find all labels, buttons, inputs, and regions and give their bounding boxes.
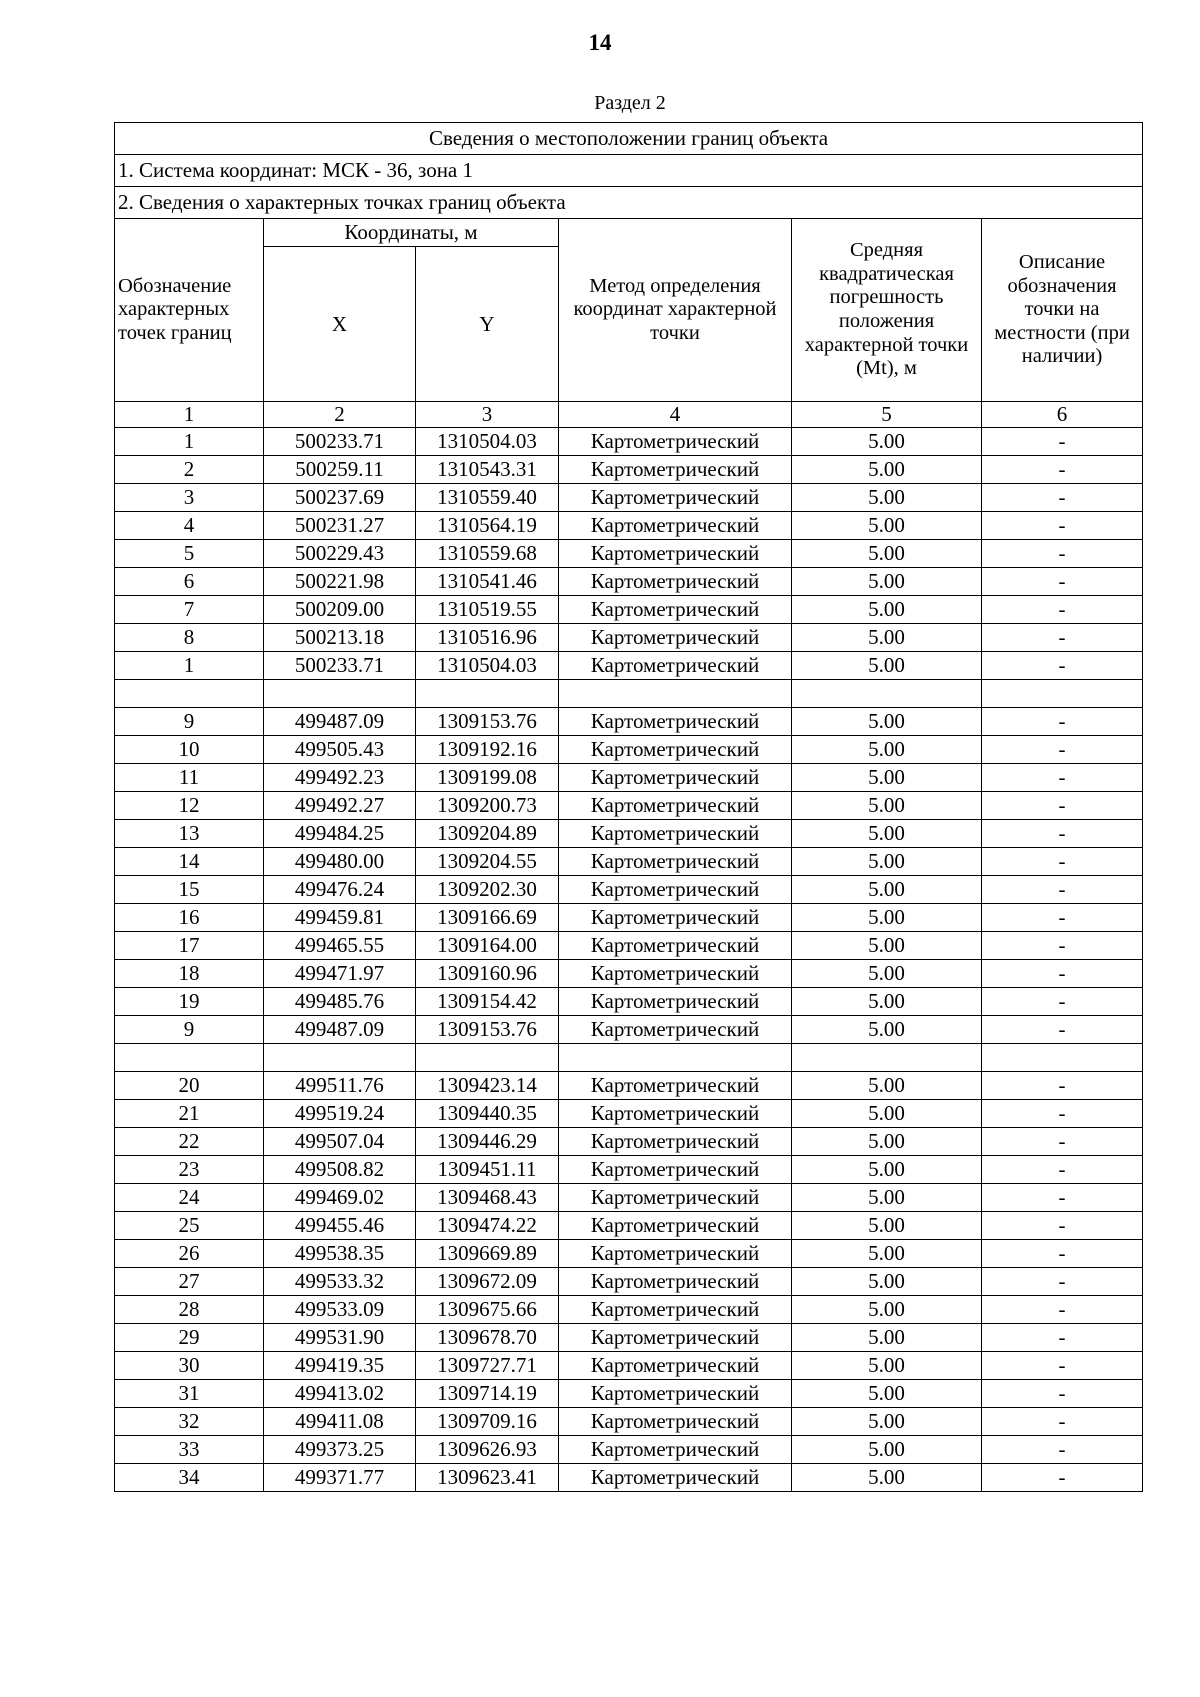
cell-description: - (982, 1212, 1143, 1240)
table-row (115, 596, 1143, 624)
cell-y: 1309154.42 (416, 988, 559, 1016)
boundary-points-table (114, 122, 1143, 1492)
cell-x: 499459.81 (264, 904, 416, 932)
table-row (115, 764, 1143, 792)
table-row (115, 736, 1143, 764)
cell-description: - (982, 1268, 1143, 1296)
cell-description: - (982, 848, 1143, 876)
cell-point: 1 (115, 652, 264, 680)
cell-y: 1310519.55 (416, 596, 559, 624)
cell-point: 9 (115, 708, 264, 736)
cell-description: - (982, 512, 1143, 540)
cell-y: 1310516.96 (416, 624, 559, 652)
cell-mt: 5.00 (792, 988, 982, 1016)
cell-y: 1309623.41 (416, 1464, 559, 1492)
cell-mt: 5.00 (792, 736, 982, 764)
cell-mt: 5.00 (792, 540, 982, 568)
table-row (115, 988, 1143, 1016)
header-y: Y (416, 247, 559, 402)
cell-method: Картометрический (559, 1436, 792, 1464)
cell-mt: 5.00 (792, 764, 982, 792)
cell-mt: 5.00 (792, 1324, 982, 1352)
empty-cell (982, 1044, 1143, 1072)
cell-method: Картометрический (559, 1296, 792, 1324)
cell-mt: 5.00 (792, 596, 982, 624)
table-row (115, 1352, 1143, 1380)
empty-cell (115, 680, 264, 708)
cell-point: 29 (115, 1324, 264, 1352)
cell-description: - (982, 988, 1143, 1016)
cell-x: 499492.27 (264, 792, 416, 820)
cell-point: 33 (115, 1436, 264, 1464)
cell-y: 1309440.35 (416, 1100, 559, 1128)
cell-point: 15 (115, 876, 264, 904)
cell-y: 1309672.09 (416, 1268, 559, 1296)
cell-y: 1309153.76 (416, 1016, 559, 1044)
cell-x: 499533.09 (264, 1296, 416, 1324)
table-row (115, 624, 1143, 652)
cell-description: - (982, 1184, 1143, 1212)
empty-cell (792, 680, 982, 708)
cell-x: 499455.46 (264, 1212, 416, 1240)
cell-y: 1309678.70 (416, 1324, 559, 1352)
cell-mt: 5.00 (792, 428, 982, 456)
cell-y: 1310564.19 (416, 512, 559, 540)
cell-method: Картометрический (559, 736, 792, 764)
coordinate-system: 1. Система координат: МСК - 36, зона 1 (115, 155, 1143, 187)
cell-method: Картометрический (559, 1380, 792, 1408)
table-row (115, 792, 1143, 820)
cell-mt: 5.00 (792, 624, 982, 652)
cell-point: 22 (115, 1128, 264, 1156)
cell-y: 1309204.55 (416, 848, 559, 876)
cell-x: 499373.25 (264, 1436, 416, 1464)
cell-point: 2 (115, 456, 264, 484)
cell-method: Картометрический (559, 876, 792, 904)
page-number: 14 (588, 30, 612, 55)
cell-point: 11 (115, 764, 264, 792)
cell-mt: 5.00 (792, 484, 982, 512)
group-separator-row (115, 680, 1143, 708)
cell-x: 499484.25 (264, 820, 416, 848)
cell-y: 1309675.66 (416, 1296, 559, 1324)
cell-method: Картометрический (559, 764, 792, 792)
cell-method: Картометрический (559, 820, 792, 848)
cell-description: - (982, 1296, 1143, 1324)
cell-method: Картометрический (559, 904, 792, 932)
cell-mt: 5.00 (792, 512, 982, 540)
table-row (115, 1436, 1143, 1464)
cell-point: 5 (115, 540, 264, 568)
cell-description: - (982, 1128, 1143, 1156)
cell-x: 499505.43 (264, 736, 416, 764)
cell-y: 1309160.96 (416, 960, 559, 988)
cell-point: 13 (115, 820, 264, 848)
cell-mt: 5.00 (792, 1072, 982, 1100)
table-row (115, 876, 1143, 904)
cell-method: Картометрический (559, 1184, 792, 1212)
cell-x: 499476.24 (264, 876, 416, 904)
cell-x: 500209.00 (264, 596, 416, 624)
empty-cell (264, 1044, 416, 1072)
cell-mt: 5.00 (792, 1184, 982, 1212)
cell-y: 1310504.03 (416, 652, 559, 680)
cell-method: Картометрический (559, 624, 792, 652)
table-row (115, 1072, 1143, 1100)
table-row (115, 1184, 1143, 1212)
cell-mt: 5.00 (792, 820, 982, 848)
cell-method: Картометрический (559, 596, 792, 624)
cell-y: 1309474.22 (416, 1212, 559, 1240)
cell-method: Картометрический (559, 1268, 792, 1296)
cell-mt: 5.00 (792, 1436, 982, 1464)
cell-x: 499411.08 (264, 1408, 416, 1436)
cell-y: 1309200.73 (416, 792, 559, 820)
cell-point: 14 (115, 848, 264, 876)
cell-point: 12 (115, 792, 264, 820)
cell-method: Картометрический (559, 792, 792, 820)
cell-x: 499485.76 (264, 988, 416, 1016)
cell-mt: 5.00 (792, 1268, 982, 1296)
cell-method: Картометрический (559, 428, 792, 456)
cell-method: Картометрический (559, 484, 792, 512)
cell-y: 1309192.16 (416, 736, 559, 764)
cell-description: - (982, 624, 1143, 652)
cell-description: - (982, 1436, 1143, 1464)
table-row (115, 1128, 1143, 1156)
cell-x: 499469.02 (264, 1184, 416, 1212)
cell-x: 500221.98 (264, 568, 416, 596)
cell-point: 16 (115, 904, 264, 932)
cell-x: 499508.82 (264, 1156, 416, 1184)
cell-method: Картометрический (559, 932, 792, 960)
cell-point: 6 (115, 568, 264, 596)
cell-x: 500237.69 (264, 484, 416, 512)
cell-x: 499371.77 (264, 1464, 416, 1492)
cell-method: Картометрический (559, 1128, 792, 1156)
cell-method: Картометрический (559, 1156, 792, 1184)
cell-method: Картометрический (559, 1324, 792, 1352)
cell-x: 499492.23 (264, 764, 416, 792)
cell-description: - (982, 764, 1143, 792)
cell-x: 499511.76 (264, 1072, 416, 1100)
cell-method: Картометрический (559, 960, 792, 988)
cell-x: 499531.90 (264, 1324, 416, 1352)
cell-description: - (982, 596, 1143, 624)
group-separator-row (115, 1044, 1143, 1072)
table-row (115, 820, 1143, 848)
cell-y: 1309423.14 (416, 1072, 559, 1100)
cell-description: - (982, 932, 1143, 960)
cell-method: Картометрический (559, 652, 792, 680)
cell-description: - (982, 1156, 1143, 1184)
cell-x: 499419.35 (264, 1352, 416, 1380)
table-row (115, 568, 1143, 596)
cell-mt: 5.00 (792, 1100, 982, 1128)
cell-description: - (982, 736, 1143, 764)
column-number: 6 (982, 402, 1143, 428)
cell-y: 1309153.76 (416, 708, 559, 736)
empty-cell (559, 680, 792, 708)
cell-point: 19 (115, 988, 264, 1016)
table-row (115, 1408, 1143, 1436)
cell-description: - (982, 708, 1143, 736)
cell-description: - (982, 792, 1143, 820)
cell-method: Картометрический (559, 456, 792, 484)
empty-cell (264, 680, 416, 708)
cell-method: Картометрический (559, 1240, 792, 1268)
cell-point: 18 (115, 960, 264, 988)
cell-mt: 5.00 (792, 652, 982, 680)
header-description: Описание обозначения точки на местности (при наличии) (982, 219, 1143, 402)
cell-mt: 5.00 (792, 1464, 982, 1492)
cell-description: - (982, 1408, 1143, 1436)
cell-method: Картометрический (559, 512, 792, 540)
cell-point: 27 (115, 1268, 264, 1296)
cell-description: - (982, 456, 1143, 484)
cell-mt: 5.00 (792, 904, 982, 932)
empty-cell (416, 680, 559, 708)
points-heading: 2. Сведения о характерных точках границ объекта (115, 187, 1143, 219)
cell-y: 1309626.93 (416, 1436, 559, 1464)
cell-mt: 5.00 (792, 456, 982, 484)
cell-mt: 5.00 (792, 932, 982, 960)
table-row (115, 848, 1143, 876)
cell-mt: 5.00 (792, 1352, 982, 1380)
cell-y: 1310541.46 (416, 568, 559, 596)
cell-point: 1 (115, 428, 264, 456)
cell-point: 28 (115, 1296, 264, 1324)
cell-mt: 5.00 (792, 708, 982, 736)
header-mean-error: Средняя квадратическая погрешность положения характерной точки (Mt), м (792, 219, 982, 402)
table-row (115, 652, 1143, 680)
cell-x: 500233.71 (264, 652, 416, 680)
cell-point: 17 (115, 932, 264, 960)
cell-method: Картометрический (559, 1072, 792, 1100)
cell-mt: 5.00 (792, 1240, 982, 1268)
table-row (115, 1296, 1143, 1324)
cell-point: 8 (115, 624, 264, 652)
cell-x: 500231.27 (264, 512, 416, 540)
empty-cell (792, 1044, 982, 1072)
cell-description: - (982, 1352, 1143, 1380)
column-number: 2 (264, 402, 416, 428)
cell-description: - (982, 652, 1143, 680)
cell-x: 499507.04 (264, 1128, 416, 1156)
cell-x: 499480.00 (264, 848, 416, 876)
cell-point: 3 (115, 484, 264, 512)
cell-point: 7 (115, 596, 264, 624)
cell-description: - (982, 1100, 1143, 1128)
table-row (115, 484, 1143, 512)
table-row (115, 512, 1143, 540)
empty-cell (416, 1044, 559, 1072)
table-row (115, 1100, 1143, 1128)
table-row (115, 456, 1143, 484)
cell-mt: 5.00 (792, 792, 982, 820)
cell-x: 499533.32 (264, 1268, 416, 1296)
cell-description: - (982, 1324, 1143, 1352)
table-row (115, 904, 1143, 932)
cell-description: - (982, 904, 1143, 932)
cell-mt: 5.00 (792, 1296, 982, 1324)
cell-y: 1310543.31 (416, 456, 559, 484)
cell-y: 1309669.89 (416, 1240, 559, 1268)
cell-mt: 5.00 (792, 960, 982, 988)
cell-point: 20 (115, 1072, 264, 1100)
cell-mt: 5.00 (792, 1156, 982, 1184)
cell-method: Картометрический (559, 1408, 792, 1436)
empty-cell (982, 680, 1143, 708)
header-method: Метод определения координат характерной точки (559, 219, 792, 402)
cell-method: Картометрический (559, 1464, 792, 1492)
cell-x: 500229.43 (264, 540, 416, 568)
cell-mt: 5.00 (792, 1128, 982, 1156)
cell-x: 500259.11 (264, 456, 416, 484)
cell-x: 499487.09 (264, 708, 416, 736)
cell-mt: 5.00 (792, 876, 982, 904)
cell-point: 25 (115, 1212, 264, 1240)
cell-y: 1309727.71 (416, 1352, 559, 1380)
cell-y: 1309714.19 (416, 1380, 559, 1408)
cell-description: - (982, 1464, 1143, 1492)
cell-point: 31 (115, 1380, 264, 1408)
cell-description: - (982, 540, 1143, 568)
table-row (115, 1240, 1143, 1268)
section-title: Раздел 2 (594, 92, 666, 114)
cell-y: 1309164.00 (416, 932, 559, 960)
cell-mt: 5.00 (792, 568, 982, 596)
cell-description: - (982, 1240, 1143, 1268)
cell-x: 499519.24 (264, 1100, 416, 1128)
cell-description: - (982, 1016, 1143, 1044)
cell-mt: 5.00 (792, 1380, 982, 1408)
cell-point: 4 (115, 512, 264, 540)
table-row (115, 428, 1143, 456)
table-row (115, 1324, 1143, 1352)
cell-description: - (982, 1072, 1143, 1100)
cell-y: 1309709.16 (416, 1408, 559, 1436)
cell-y: 1309204.89 (416, 820, 559, 848)
cell-y: 1309202.30 (416, 876, 559, 904)
cell-point: 34 (115, 1464, 264, 1492)
cell-description: - (982, 960, 1143, 988)
column-number: 4 (559, 402, 792, 428)
table-row (115, 1212, 1143, 1240)
cell-x: 499471.97 (264, 960, 416, 988)
cell-y: 1309166.69 (416, 904, 559, 932)
cell-x: 499538.35 (264, 1240, 416, 1268)
cell-point: 9 (115, 1016, 264, 1044)
cell-description: - (982, 428, 1143, 456)
table-row (115, 1464, 1143, 1492)
cell-y: 1309468.43 (416, 1184, 559, 1212)
cell-method: Картометрический (559, 988, 792, 1016)
cell-mt: 5.00 (792, 1408, 982, 1436)
table-row (115, 1268, 1143, 1296)
cell-y: 1310559.68 (416, 540, 559, 568)
cell-x: 499413.02 (264, 1380, 416, 1408)
table-row (115, 1156, 1143, 1184)
column-number: 1 (115, 402, 264, 428)
cell-point: 30 (115, 1352, 264, 1380)
column-number: 3 (416, 402, 559, 428)
table-row (115, 540, 1143, 568)
cell-point: 32 (115, 1408, 264, 1436)
table-row (115, 932, 1143, 960)
cell-mt: 5.00 (792, 1016, 982, 1044)
cell-method: Картометрический (559, 1212, 792, 1240)
table-row (115, 960, 1143, 988)
cell-x: 499465.55 (264, 932, 416, 960)
cell-method: Картометрический (559, 1352, 792, 1380)
cell-point: 24 (115, 1184, 264, 1212)
cell-point: 10 (115, 736, 264, 764)
cell-method: Картометрический (559, 540, 792, 568)
cell-x: 499487.09 (264, 1016, 416, 1044)
cell-description: - (982, 876, 1143, 904)
cell-method: Картометрический (559, 568, 792, 596)
cell-method: Картометрический (559, 708, 792, 736)
table-row (115, 1380, 1143, 1408)
table-title: Сведения о местоположении границ объекта (115, 123, 1143, 155)
empty-cell (115, 1044, 264, 1072)
table-row (115, 708, 1143, 736)
cell-description: - (982, 568, 1143, 596)
cell-description: - (982, 820, 1143, 848)
cell-y: 1310504.03 (416, 428, 559, 456)
column-number: 5 (792, 402, 982, 428)
cell-x: 500233.71 (264, 428, 416, 456)
cell-mt: 5.00 (792, 848, 982, 876)
empty-cell (559, 1044, 792, 1072)
cell-y: 1310559.40 (416, 484, 559, 512)
cell-mt: 5.00 (792, 1212, 982, 1240)
cell-y: 1309451.11 (416, 1156, 559, 1184)
cell-point: 23 (115, 1156, 264, 1184)
cell-y: 1309199.08 (416, 764, 559, 792)
cell-x: 500213.18 (264, 624, 416, 652)
header-point-designation: Обозначение характерных точек границ (115, 219, 264, 402)
cell-method: Картометрический (559, 1016, 792, 1044)
header-x: X (264, 247, 416, 402)
cell-y: 1309446.29 (416, 1128, 559, 1156)
cell-method: Картометрический (559, 848, 792, 876)
header-coordinates: Координаты, м (264, 219, 559, 247)
cell-point: 21 (115, 1100, 264, 1128)
cell-description: - (982, 484, 1143, 512)
table-row (115, 1016, 1143, 1044)
cell-method: Картометрический (559, 1100, 792, 1128)
cell-description: - (982, 1380, 1143, 1408)
cell-point: 26 (115, 1240, 264, 1268)
